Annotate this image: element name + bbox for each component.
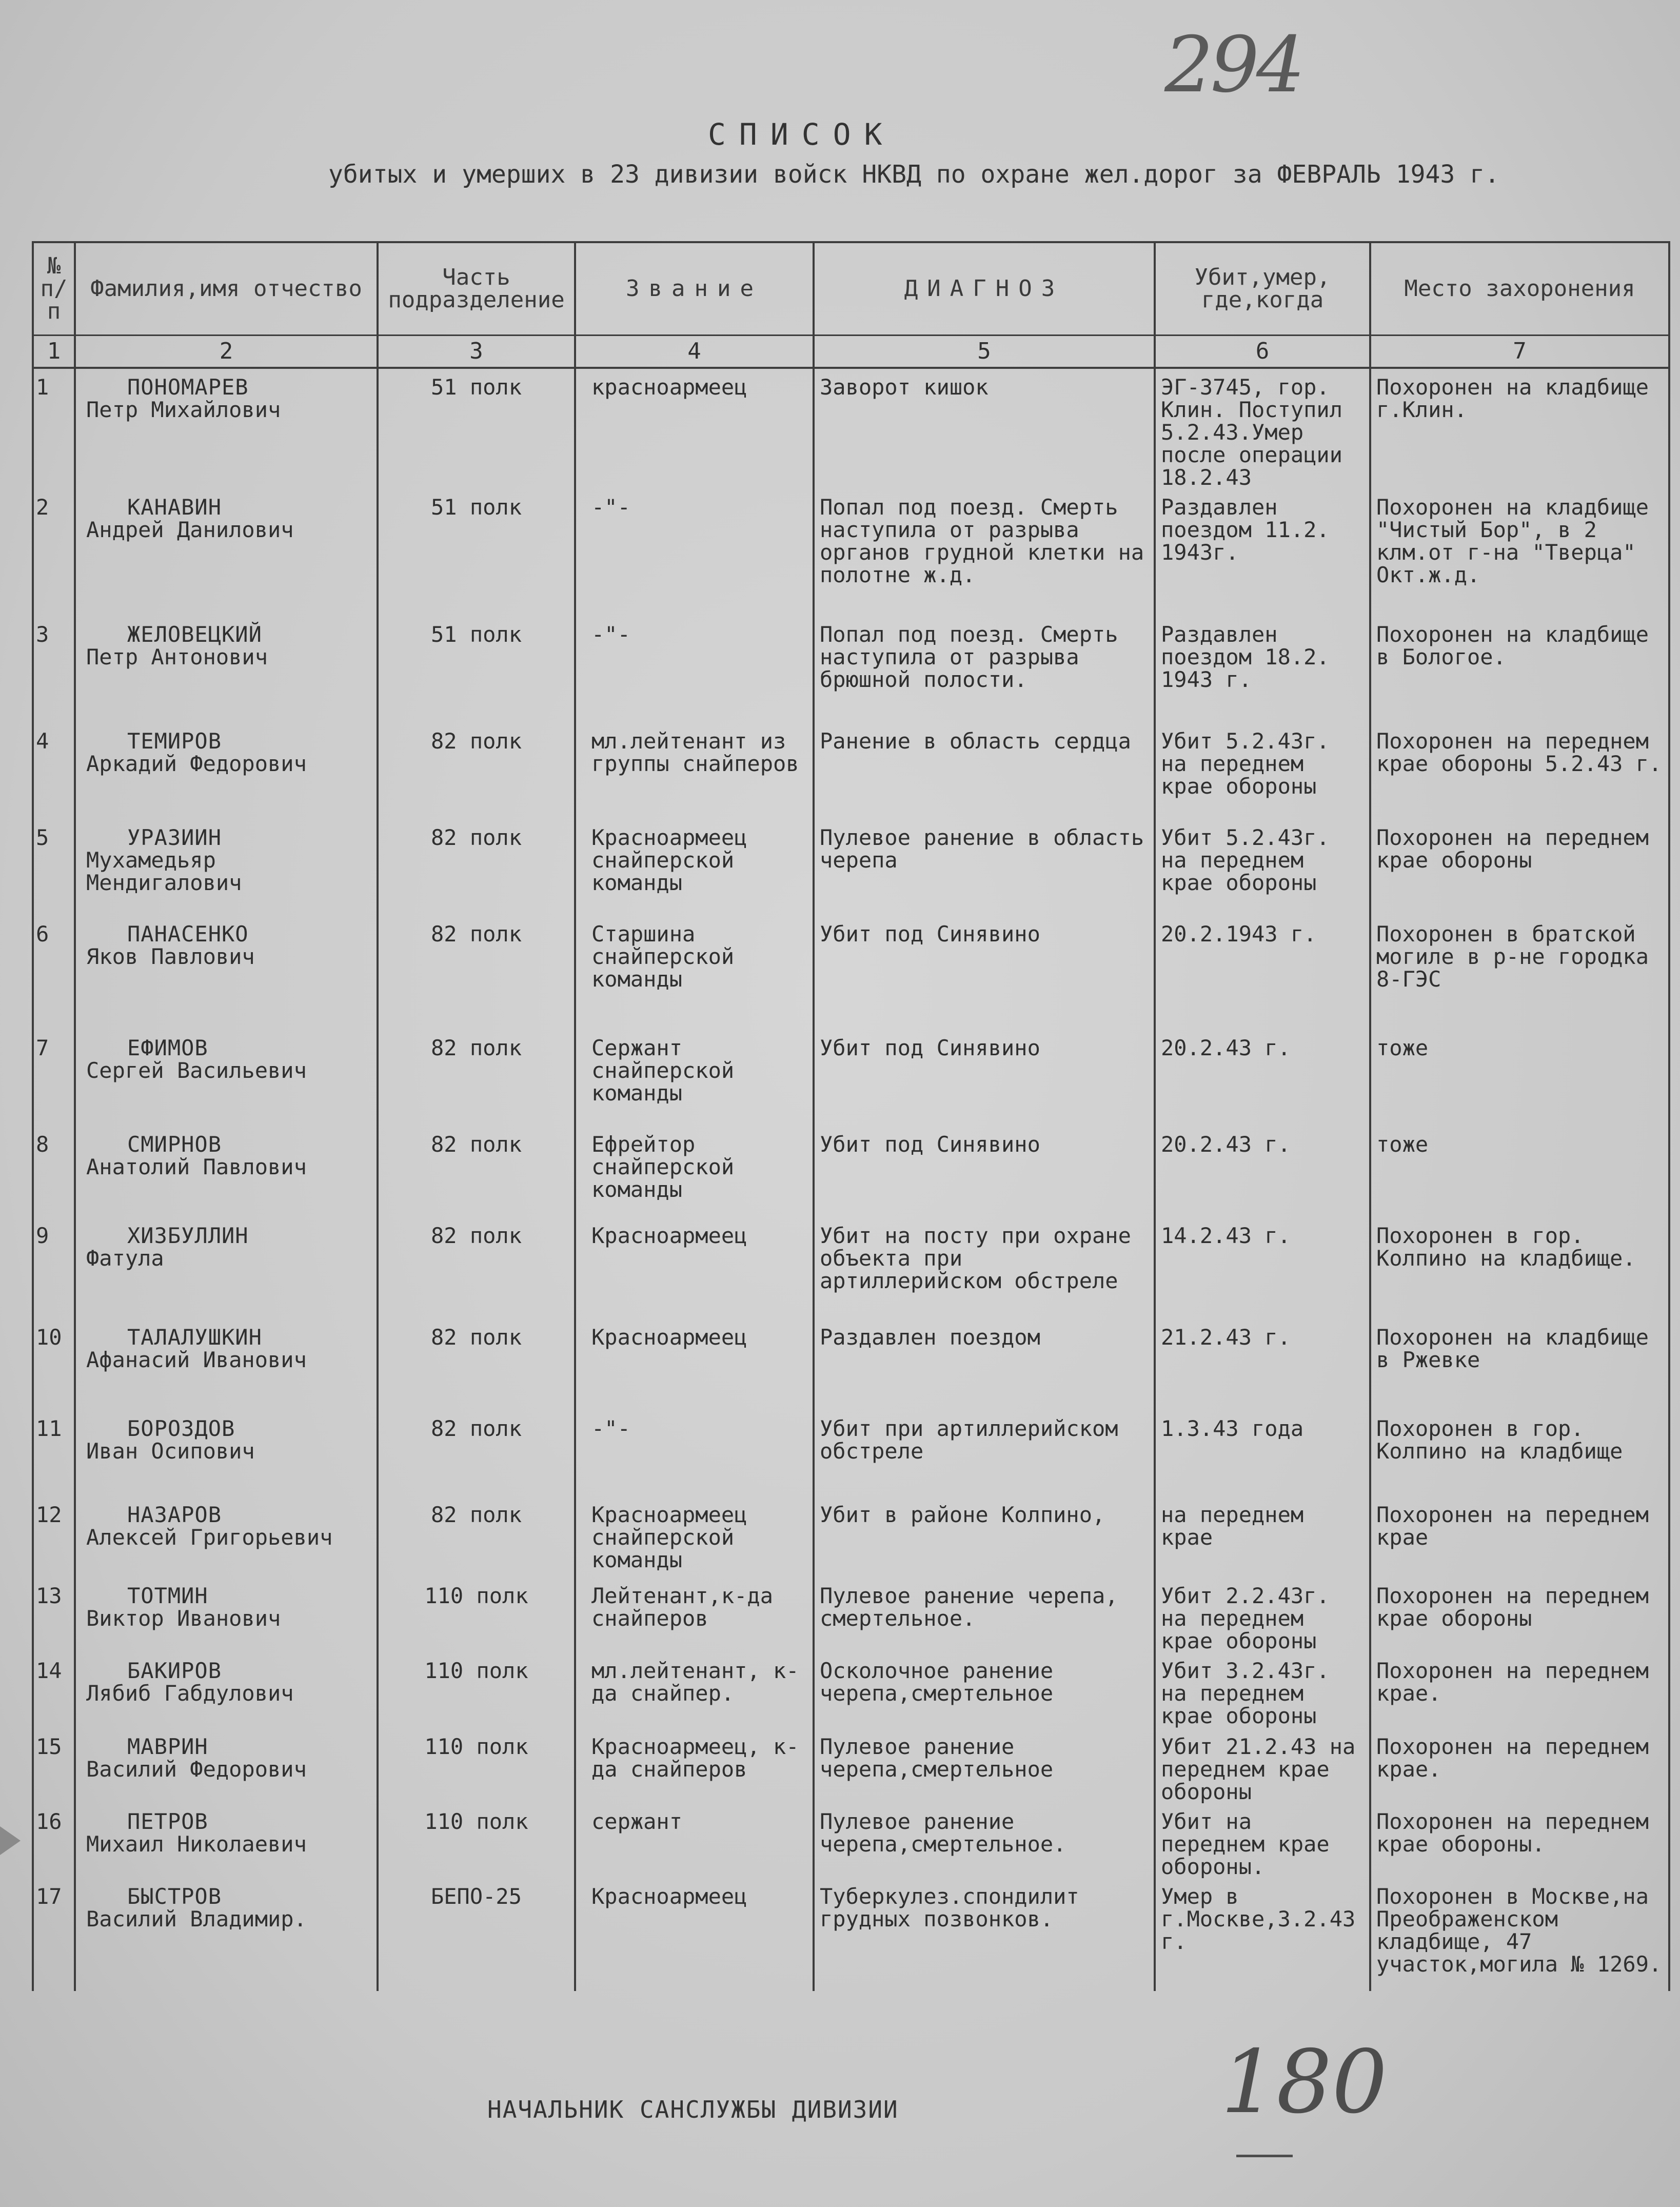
person-name bbox=[75, 1217, 378, 1319]
person-name bbox=[75, 489, 378, 616]
row-number: 7 bbox=[33, 1030, 75, 1126]
given-names: Василий Федорович bbox=[86, 1757, 307, 1782]
burial-cell: Похоронен на переднем крае. bbox=[1370, 1728, 1669, 1803]
table-row bbox=[33, 723, 1669, 819]
rank-cell: сержант bbox=[575, 1803, 814, 1878]
row-number: 13 bbox=[33, 1578, 75, 1652]
death-date-cell: Умер в г.Москве,3.2.43г. bbox=[1155, 1878, 1370, 1991]
unit-cell: 82 полк bbox=[378, 1217, 575, 1319]
surname: КАНАВИН bbox=[127, 495, 222, 520]
column-number: 7 bbox=[1370, 336, 1669, 368]
paper-edge-tab bbox=[0, 1826, 21, 1855]
burial-cell: Похоронен в Москве,на Преображенском кладбище, 47 участок,могила № 1269. bbox=[1370, 1878, 1669, 1991]
row-number: 11 bbox=[33, 1410, 75, 1496]
unit-cell: 51 полк bbox=[378, 489, 575, 616]
burial-cell: Похоронен на переднем крае bbox=[1370, 1496, 1669, 1578]
person-name bbox=[75, 819, 378, 916]
burial-cell: Похоронен в гор. Колпино на кладбище. bbox=[1370, 1217, 1669, 1319]
diagnosis-cell: Попал под поезд. Смерть наступила от разрыва органов грудной клетки на полотне ж.д. bbox=[814, 489, 1155, 616]
diagnosis-cell: Заворот кишок bbox=[814, 368, 1155, 489]
row-number: 6 bbox=[33, 916, 75, 1030]
row-number: 14 bbox=[33, 1652, 75, 1728]
diagnosis-cell: Убит при артиллерийском обстреле bbox=[814, 1410, 1155, 1496]
column-number: 3 bbox=[378, 336, 575, 368]
rank-cell: Ефрейтор снайперской команды bbox=[575, 1126, 814, 1217]
diagnosis-cell: Пулевое ранение черепа,смертельное bbox=[814, 1728, 1155, 1803]
rank-cell: Красноармеец bbox=[575, 1319, 814, 1410]
person-name bbox=[75, 1410, 378, 1496]
person-name bbox=[75, 1496, 378, 1578]
column-number: 5 bbox=[814, 336, 1155, 368]
diagnosis-cell: Убит под Синявино bbox=[814, 1030, 1155, 1126]
death-date-cell: Убит 21.2.43 на переднем крае обороны bbox=[1155, 1728, 1370, 1803]
death-date-cell: 21.2.43 г. bbox=[1155, 1319, 1370, 1410]
burial-cell: тоже bbox=[1370, 1126, 1669, 1217]
surname: ТЕМИРОВ bbox=[127, 728, 222, 754]
given-names: Петр Антонович bbox=[86, 644, 268, 669]
given-names: Афанасий Иванович bbox=[86, 1347, 307, 1372]
unit-cell: 82 полк bbox=[378, 1030, 575, 1126]
death-date-cell: Убит 2.2.43г. на переднем крае обороны bbox=[1155, 1578, 1370, 1652]
given-names: Фатула bbox=[86, 1246, 164, 1271]
surname: ЕФИМОВ bbox=[127, 1035, 208, 1060]
death-date-cell: 1.3.43 года bbox=[1155, 1410, 1370, 1496]
burial-cell: Похоронен в гор. Колпино на кладбище bbox=[1370, 1410, 1669, 1496]
table-row bbox=[33, 916, 1669, 1030]
burial-cell: Похоронен на переднем крае обороны bbox=[1370, 1578, 1669, 1652]
death-date-cell: Убит 5.2.43г. на переднем крае обороны bbox=[1155, 723, 1370, 819]
header-rank: Звание bbox=[575, 242, 814, 336]
rank-cell: Красноармеец bbox=[575, 1217, 814, 1319]
given-names: Андрей Данилович bbox=[86, 517, 294, 542]
death-date-cell: Убит 5.2.43г. на переднем крае обороны bbox=[1155, 819, 1370, 916]
table-row bbox=[33, 1728, 1669, 1803]
burial-cell: Похоронен на переднем крае. bbox=[1370, 1652, 1669, 1728]
diagnosis-cell: Убит в районе Колпино, bbox=[814, 1496, 1155, 1578]
unit-cell: 110 полк bbox=[378, 1728, 575, 1803]
surname: БОРОЗДОВ bbox=[127, 1416, 235, 1441]
burial-cell: Похоронен в братской могиле в р-не городка 8-ГЭС bbox=[1370, 916, 1669, 1030]
death-date-cell: Раздавлен поездом 11.2. 1943г. bbox=[1155, 489, 1370, 616]
person-name bbox=[75, 1578, 378, 1652]
table-row bbox=[33, 489, 1669, 616]
rank-cell: Красноармеец, к-да снайперов bbox=[575, 1728, 814, 1803]
diagnosis-cell: Туберкулез.спондилит грудных позвонков. bbox=[814, 1878, 1155, 1991]
table-row bbox=[33, 819, 1669, 916]
row-number: 9 bbox=[33, 1217, 75, 1319]
rank-cell: -"- bbox=[575, 1410, 814, 1496]
rank-cell: -"- bbox=[575, 489, 814, 616]
row-number: 1 bbox=[33, 368, 75, 489]
diagnosis-cell: Пулевое ранение в область черепа bbox=[814, 819, 1155, 916]
diagnosis-cell: Ранение в область сердца bbox=[814, 723, 1155, 819]
row-number: 15 bbox=[33, 1728, 75, 1803]
row-number: 5 bbox=[33, 819, 75, 916]
signature-line: НАЧАЛЬНИК САНСЛУЖБЫ ДИВИЗИИ bbox=[487, 2096, 899, 2123]
diagnosis-cell: Пулевое ранение черепа, смертельное. bbox=[814, 1578, 1155, 1652]
person-name bbox=[75, 916, 378, 1030]
rank-cell: мл.лейтенант, к-да снайпер. bbox=[575, 1652, 814, 1728]
rank-cell: Лейтенант,к-да снайперов bbox=[575, 1578, 814, 1652]
unit-cell: БЕПО-25 bbox=[378, 1878, 575, 1991]
header-name: Фамилия,имя отчество bbox=[75, 242, 378, 336]
rank-cell: Красноармеец снайперской команды bbox=[575, 1496, 814, 1578]
person-name bbox=[75, 1319, 378, 1410]
death-date-cell: Убит 3.2.43г. на переднем крае обороны bbox=[1155, 1652, 1370, 1728]
unit-cell: 82 полк bbox=[378, 916, 575, 1030]
death-date-cell: 20.2.43 г. bbox=[1155, 1030, 1370, 1126]
given-names: Яков Павлович bbox=[86, 944, 255, 969]
casualty-table bbox=[32, 241, 1670, 1991]
given-names: Михаил Николаевич bbox=[86, 1831, 307, 1857]
table-row bbox=[33, 616, 1669, 723]
person-name bbox=[75, 1030, 378, 1126]
unit-cell: 51 полк bbox=[378, 616, 575, 723]
table-row bbox=[33, 1217, 1669, 1319]
given-names: Алексей Григорьевич bbox=[86, 1525, 333, 1550]
burial-cell: Похоронен на кладбище "Чистый Бор", в 2 клм.от г-на "Тверца" Окт.ж.д. bbox=[1370, 489, 1669, 616]
table-row bbox=[33, 1652, 1669, 1728]
burial-cell: Похоронен на переднем крае обороны bbox=[1370, 819, 1669, 916]
death-date-cell: Убит на переднем крае обороны. bbox=[1155, 1803, 1370, 1878]
surname: МАВРИН bbox=[127, 1734, 208, 1759]
surname: ПЕТРОВ bbox=[127, 1809, 208, 1834]
given-names: Мухамедьяр Мендигалович bbox=[86, 848, 242, 895]
rank-cell: -"- bbox=[575, 616, 814, 723]
unit-cell: 82 полк bbox=[378, 1126, 575, 1217]
given-names: Анатолий Павлович bbox=[86, 1154, 307, 1179]
death-date-cell: 20.2.1943 г. bbox=[1155, 916, 1370, 1030]
header-row bbox=[33, 242, 1669, 336]
header-diagnosis: ДИАГНОЗ bbox=[814, 242, 1155, 336]
unit-cell: 110 полк bbox=[378, 1578, 575, 1652]
burial-cell: Похоронен на переднем крае обороны. bbox=[1370, 1803, 1669, 1878]
rank-cell: мл.лейтенант из группы снайперов bbox=[575, 723, 814, 819]
row-number: 2 bbox=[33, 489, 75, 616]
column-number: 2 bbox=[75, 336, 378, 368]
given-names: Виктор Иванович bbox=[86, 1606, 281, 1631]
surname: БАКИРОВ bbox=[127, 1658, 222, 1683]
rank-cell: Сержант снайперской команды bbox=[575, 1030, 814, 1126]
given-names: Иван Осипович bbox=[86, 1439, 255, 1464]
given-names: Лябиб Габдулович bbox=[86, 1681, 294, 1706]
row-number: 8 bbox=[33, 1126, 75, 1217]
document-title: СПИСОК bbox=[708, 117, 896, 152]
diagnosis-cell: Убит на посту при охране объекта при артиллерийском обстреле bbox=[814, 1217, 1155, 1319]
rank-cell: красноармеец bbox=[575, 368, 814, 489]
burial-cell: Похоронен на кладбище г.Клин. bbox=[1370, 368, 1669, 489]
rank-cell: Старшина снайперской команды bbox=[575, 916, 814, 1030]
row-number: 3 bbox=[33, 616, 75, 723]
surname: ТАЛАЛУШКИН bbox=[127, 1325, 262, 1350]
row-number: 16 bbox=[33, 1803, 75, 1878]
burial-cell: Похоронен на переднем крае обороны 5.2.43 г. bbox=[1370, 723, 1669, 819]
rank-cell: Красноармеец снайперской команды bbox=[575, 819, 814, 916]
column-number: 4 bbox=[575, 336, 814, 368]
diagnosis-cell: Попал под поезд. Смерть наступила от разрыва брюшной полости. bbox=[814, 616, 1155, 723]
surname: СМИРНОВ bbox=[127, 1132, 222, 1157]
header-burial: Место захоронения bbox=[1370, 242, 1669, 336]
surname: ХИЗБУЛЛИН bbox=[127, 1223, 249, 1248]
header-number: № п/п bbox=[33, 242, 75, 336]
unit-cell: 110 полк bbox=[378, 1803, 575, 1878]
person-name bbox=[75, 1728, 378, 1803]
header-when: Убит,умер, где,когда bbox=[1155, 242, 1370, 336]
person-name bbox=[75, 1803, 378, 1878]
column-number: 6 bbox=[1155, 336, 1370, 368]
death-date-cell: Раздавлен поездом 18.2. 1943 г. bbox=[1155, 616, 1370, 723]
page-number: 294 bbox=[1164, 21, 1302, 110]
burial-cell: Похоронен на кладбище в Бологое. bbox=[1370, 616, 1669, 723]
table-row bbox=[33, 1496, 1669, 1578]
row-number: 4 bbox=[33, 723, 75, 819]
row-number: 10 bbox=[33, 1319, 75, 1410]
table-row bbox=[33, 1126, 1669, 1217]
person-name bbox=[75, 1878, 378, 1991]
table-row bbox=[33, 1878, 1669, 1991]
table-row bbox=[33, 1319, 1669, 1410]
rank-cell: Красноармеец bbox=[575, 1878, 814, 1991]
unit-cell: 82 полк bbox=[378, 1496, 575, 1578]
header-unit: Часть подразделение bbox=[378, 242, 575, 336]
given-names: Сергей Васильевич bbox=[86, 1058, 307, 1083]
diagnosis-cell: Убит под Синявино bbox=[814, 916, 1155, 1030]
death-date-cell: 14.2.43 г. bbox=[1155, 1217, 1370, 1319]
unit-cell: 110 полк bbox=[378, 1652, 575, 1728]
death-date-cell: на переднем крае bbox=[1155, 1496, 1370, 1578]
death-date-cell: ЭГ-3745, гор. Клин. Поступил 5.2.43.Умер после операции 18.2.43 bbox=[1155, 368, 1370, 489]
document-subtitle: убитых и умерших в 23 дивизии войск НКВД по охране жел.дорог за ФЕВРАЛЬ 1943 г. bbox=[328, 160, 1499, 189]
diagnosis-cell: Убит под Синявино bbox=[814, 1126, 1155, 1217]
unit-cell: 82 полк bbox=[378, 1319, 575, 1410]
person-name bbox=[75, 723, 378, 819]
unit-cell: 51 полк bbox=[378, 368, 575, 489]
table-row bbox=[33, 1578, 1669, 1652]
table-row bbox=[33, 1803, 1669, 1878]
handwritten-mark: 180 bbox=[1221, 2032, 1388, 2133]
row-number: 12 bbox=[33, 1496, 75, 1578]
person-name bbox=[75, 1126, 378, 1217]
death-date-cell: 20.2.43 г. bbox=[1155, 1126, 1370, 1217]
given-names: Василий Владимир. bbox=[86, 1906, 307, 1932]
given-names: Аркадий Федорович bbox=[86, 751, 307, 776]
surname: ЖЕЛОВЕЦКИЙ bbox=[127, 622, 262, 647]
diagnosis-cell: Пулевое ранение черепа,смертельное. bbox=[814, 1803, 1155, 1878]
person-name bbox=[75, 368, 378, 489]
unit-cell: 82 полк bbox=[378, 819, 575, 916]
unit-cell: 82 полк bbox=[378, 723, 575, 819]
burial-cell: тоже bbox=[1370, 1030, 1669, 1126]
table-row bbox=[33, 368, 1669, 489]
table-row bbox=[33, 1410, 1669, 1496]
table-row bbox=[33, 1030, 1669, 1126]
person-name bbox=[75, 1652, 378, 1728]
diagnosis-cell: Осколочное ранение черепа,смертельное bbox=[814, 1652, 1155, 1728]
unit-cell: 82 полк bbox=[378, 1410, 575, 1496]
given-names: Петр Михайлович bbox=[86, 397, 281, 422]
row-number: 17 bbox=[33, 1878, 75, 1991]
surname: БЫСТРОВ bbox=[127, 1884, 222, 1909]
handwritten-underline bbox=[1236, 2155, 1293, 2157]
surname: ПОНОМАРЕВ bbox=[127, 375, 249, 400]
diagnosis-cell: Раздавлен поездом bbox=[814, 1319, 1155, 1410]
surname: УРАЗИИН bbox=[127, 825, 222, 850]
surname: НАЗАРОВ bbox=[127, 1502, 222, 1527]
column-number: 1 bbox=[33, 336, 75, 368]
person-name bbox=[75, 616, 378, 723]
burial-cell: Похоронен на кладбище в Ржевке bbox=[1370, 1319, 1669, 1410]
surname: ТОТМИН bbox=[127, 1583, 208, 1608]
column-number-row bbox=[33, 336, 1669, 368]
surname: ПАНАСЕНКО bbox=[127, 921, 249, 947]
